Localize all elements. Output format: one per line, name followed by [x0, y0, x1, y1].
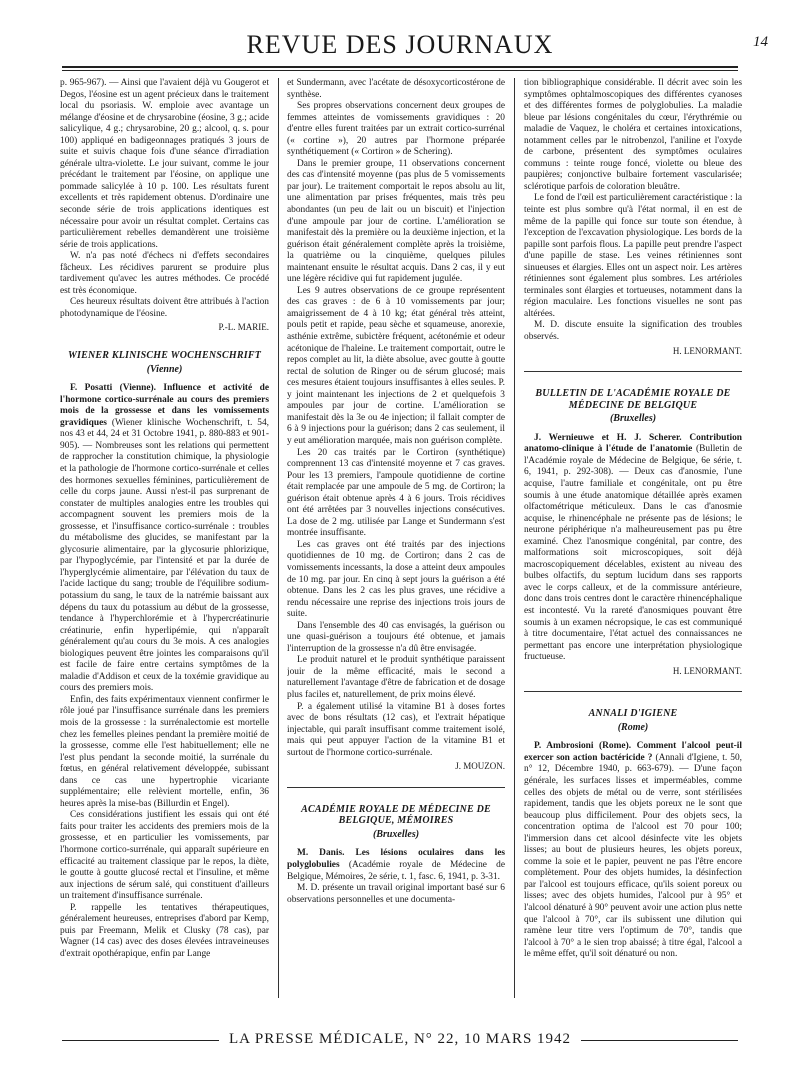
paragraph: M. D. discute ensuite la signification des troubles observés.: [524, 320, 742, 343]
column-2: [287, 78, 505, 1018]
section-journal-title: WIENER KLINISCHE WOCHENSCHRIFT: [67, 350, 262, 362]
section-journal-title: BULLETIN DE L'ACADÉMIE ROYALE DE MÉDECINE DE BELGIQUE: [535, 388, 731, 411]
column-1: [60, 78, 269, 1018]
paragraph: Les 9 autres observations de ce groupe représentent des cas graves : de 6 à 10 vomissements par jour; amaigrissement de 4 à 10 kg; état général très atteint, pouls petit et rapide, peau sèche et squameuse, anorexie, asthénie extrême, subictère fréquent, acétonémie et odeur acétonique de l'haleine. Le traitement comportait, outre le repos complet au lit, la diète absolue, avec goutte à goutte rectal de solution de Ringer ou de sérum glucosé; mais ces mesures étaient toujours insuffisantes à elles seules. P. y joint maintenant les injections de 2 et quelquefois 3 ampoules par jour de cortine. L'amélioration se manifestait dès la 3e ou 4e injection; il fallait compter de 6 à 9 injections pour la guérison; dans 2 cas seulement, il y eut amélioration marquée, mais non guérison complète.: [287, 285, 505, 446]
paragraph: Dans l'ensemble des 40 cas envisagés, la guérison ou une quasi-guérison a toujours été obtenue, et jamais l'interruption de la grossesse n'a dû être envisagée.: [287, 620, 505, 654]
paragraph: P. a également utilisé la vitamine B1 à doses fortes avec de bons résultats (12 cas), et l'extrait hépatique injectable, qui paraît insuffisant comme traitement isolé, mais qui peut appuyer l'action de la vitamine B1 et surtout de l'hormone cortico-surrénale.: [287, 701, 505, 758]
paragraph: Ces heureux résultats doivent être attribués à l'action photodynamique de l'éosine.: [60, 297, 269, 319]
paragraph: P. rappelle les tentatives thérapeutiques, généralement heureuses, entreprises d'abord par Kemp, puis par Freemann, Melik et Clusky (78 cas), par Wagner (14 cas) avec des doses élevées intraveineuses d'extrait opothérapique, enfin par Lange: [60, 902, 269, 959]
article-reference: (Bulletin de l'Académie royale de Médecine de Belgique, 6e série, t. 6, 1941, p. 292-308). — Deux cas d'anosmie, l'une acquise, l'autre familiale et congénitale, ont pu être soumis à une étude anatomique détaillée après examen olfactométrique méticuleux. Dans le cas d'anosmie acquise, le rhinencéphale ne présente pas de lésions; le neurone périphérique n'a malheureusement pas pu être examiné. Chez l'anosmique congénital, par contre, des malformations soit microscopiques, soit déjà macroscopiquement décelables, existent au niveau des bulbes olfactifs, du septum lucidum dans ses rapports avec le corps calleux, et de la commissure antérieure, donc dans trois centres dont le caractère rhinencéphalique est incontesté. Vu la rareté d'anosmiques pouvant être soumis à un examen nécropsique, le cas est communiqué à titre documentaire, l'état actuel des connaissances ne permettant pas encore une interprétation physiologique fructueuse.: [524, 444, 742, 663]
article-title: F. Posatti (Vienne). Influence et activité de l'hormone cortico-surrénale au cours des premiers mois de la grossesse et dans les vomissements gravidiques: [60, 383, 269, 428]
article-abstract: [60, 383, 269, 695]
footer-text: LA PRESSE MÉDICALE, N° 22, 10 MARS 1942: [219, 1031, 581, 1047]
paragraph: Les 20 cas traités par le Cortiron (synthétique) comprennent 13 cas d'intensité moyenne et 7 cas graves. Pour les 13 premiers, l'ampoule quotidienne de cortine était remplacée par une ampoule de 5 mg. de Cortiron; la guérison était obtenue après 4 à 6 jours. Trois récidives ont été arrêtées par 3 nouvelles injections consécutives. La dose de 2 mg. utilisée par Lange et Sundermann s'est montrée insuffisante.: [287, 447, 505, 539]
section-journal-city: (Bruxelles): [609, 413, 657, 425]
article-reference: (Académie royale de Médecine de Belgique, Mémoires, 2e série, t. 1, fasc. 6, 1941, p. 3-31.: [287, 860, 505, 882]
article-reference: (Annali d'Igiene, t. 50, n° 12, Décembre 1940, p. 663-679). — D'une façon générale, les surfaces lisses et imperméables, comme celles des objets de métal ou de verre, sont stérilisées rapidement, tandis que les objets poreux ne le sont que beaucoup plus difficilement. Pour des objets secs, la concentration optima de l'alcool est 70 pour 100; l'immersion dans cet alcool désinfecte vite les objets lisses; au bout de plusieurs heures, les objets poreux, comme la soie et le papier, peuvent ne pas l'être encore complètement. Pour des objets humides, la désinfection par l'alcool est toujours efficace, qu'ils soient poreux ou lisses; avec des objets humides, l'alcool pur à 95° et l'alcool dénaturé à 90° peuvent avoir une action plus nette que l'alcool à 70°, car ils subissent une dilution qui ramène leur titre vers l'optimum de 70°, tandis que l'alcool à 70° a le sien trop abaissé; à titre égal, l'alcool a le même effet, qu'il soit dénaturé ou non.: [524, 752, 742, 960]
article-title: J. Wernieuwe et H. J. Scherer. Contribution anatomo-clinique à l'étude de l'anatomie: [524, 432, 742, 455]
author-signature: J. MOUZON.: [455, 761, 505, 772]
paragraph: Ces considérations justifient les essais qui ont été faits pour traiter les accidents des premiers mois de la grossesse, et en particulier les vomissements, par l'hormone cortico-surrénale, qui apparaît supérieure en efficacité au traitement classique par le repos, la diète, le goutte à goutte glucosé rectal et l'insuline, et même aux injections de sérum salé, qui constituent d'ailleurs un traitement d'insuffisance surrénale.: [60, 810, 269, 902]
paragraph: et Sundermann, avec l'acétate de désoxycorticostérone de synthèse.: [287, 78, 505, 100]
page-number: 14: [753, 34, 768, 50]
article-title: P. Ambrosioni (Rome). Comment l'alcool peut-il exercer son action bactéricide ?: [524, 741, 742, 763]
header-rule: [62, 66, 738, 68]
paragraph: W. n'a pas noté d'échecs ni d'effets secondaires fâcheux. Les récidives parurent se produire plus tardivement qu'avec les autres méthodes. Ce procédé est très économique.: [60, 251, 269, 296]
article-abstract: [524, 741, 742, 960]
author-signature: H. LENORMANT.: [672, 665, 742, 676]
page-header: [62, 28, 768, 68]
article-reference: (Wiener klinische Wochenschrift, t. 54, nos 43 et 44, 24 et 31 Octobre 1941, p. 880-883 et 901-905). — Nombreuses sont les relations qui permettent de rapprocher la constitution chimique, la physiologie et la pathologie de l'hormone cortico-surrénale et celles des hormones sexuelles féminines, particulièrement de celle du corps jaune. Aussi n'est-il pas surprenant de constater de multiples analogies entre les troubles qui accompagnent souvent les premiers mois de la grossesse, et l'insuffisance cortico-surrénale : troubles du métabolisme des glucides, se manifestant par la glycosurie alimentaire, par la glycosurie phlorizique, par l'hypoglycémie, par l'intensité et par la durée de l'hyperglycémie alimentaire, par l'élévation du taux de l'acide lactique du sang; trouble de l'équilibre sodium-potassium du sang, le taux de la natrémie baissant aux dépens du taux du potassium au début de la grossesse, tendance à l'hyperchlorémie et à l'hypercréatinurie créatinurie, enfin hyperlipémie, qui n'apparaît généralement qu'au cours du 3e mois. A ces analogies biologiques peuvent être jointes les comparaisons qu'il est facile de faire entre certains symptômes de la maladie d'Addison et ceux de la toxémie gravidique au cours des premiers mois.: [60, 417, 269, 694]
paragraph: tion bibliographique considérable. Il décrit avec soin les symptômes ophtalmoscopiques des différentes cyanoses et des différentes formes de polyglobulies. La maladie bleue par lésions congénitales du cœur, l'érythrémie ou maladie de Vaquez, le choléra et certaines intoxications, notamment celles par le nitrobenzol, l'aniline et l'oxyde de carbone, présentent des symptômes oculaires communs : teinte rouge foncé, violette ou bleue des paupières; conjonctive bulbaire fortement vascularisée; sclérotique parfois de coloration bleuâtre.: [524, 78, 742, 192]
column-3: [524, 78, 742, 1018]
column-divider-1: [278, 78, 279, 998]
paragraph: p. 965-967). — Ainsi que l'avaient déjà vu Gougerot et Degos, l'éosine est un agent précieux dans le traitement local du psoriasis. W. emploie avec avantage un mélange d'éosine et de chrysarobine (éosine, 3 g.; acide salicylique, 4 g.; chrysarobine, 20 g.; alcool, q. s. pour 100) appliqué en badigeonnages pratiqués 3 jours de suite et suivis chaque fois d'une séance d'irradiation générale ultra-violette. Le jour suivant, comme le jour précédant le traitement par l'éosine, on applique une pommade salicylée à 10 p. 100. Les résultats furent excellents et très rapidement obtenus. D'ordinaire une seconde série de trois applications identiques est nécessaire pour avoir un résultat complet. Certains cas particulièrement rebelles demandèrent une troisième série de trois applications.: [60, 78, 269, 250]
paragraph: M. D. présente un travail original important basé sur 6 observations personnelles et une documenta-: [287, 883, 505, 905]
journal-title: REVUE DES JOURNAUX: [246, 30, 554, 59]
paragraph: Enfin, des faits expérimentaux viennent confirmer le rôle joué par l'insuffisance surrénale dans les premiers mois de la grossesse : la surrénalectomie est mortelle chez les femelles pleines pendant la première moitié de la grossesse, comme elle l'est habituellement; elle ne l'est plus pendant la seconde moitié, la surrénale du fœtus, en général relativement développée, subissant dans ce cas une hypertrophie vicariante supplémentaire; elle relèvient mortelle, enfin, 36 heures après la mise-bas (Billurdin et Engel).: [60, 694, 269, 809]
article-title: M. Danis. Les lésions oculaires dans les polyglobulies: [287, 848, 505, 870]
author-signature: H. LENORMANT.: [672, 345, 742, 356]
paragraph: Ses propres observations concernent deux groupes de femmes atteintes de vomissements gravidiques : 20 d'entre elles furent traitées par un extrait cortico-surrénal (« cortine »), 20 autres par l'hormone préparée synthétiquement (« Cortiron » de Schering).: [287, 101, 505, 158]
section-journal-title: ACADÉMIE ROYALE DE MÉDECINE DE BELGIQUE, MÉMOIRES: [301, 803, 491, 827]
section-divider: [524, 691, 742, 692]
paragraph: Les cas graves ont été traités par des injections quotidiennes de 10 mg. de Cortiron; dans 2 cas de vomissements incessants, la dose a atteint deux ampoules de 10 mg. par jour. En cinq à sept jours la guérison a été obtenue. Dans les 2 cas les plus graves, une récidive a rendu nécessaire une reprise des injections trois jours de suite.: [287, 539, 505, 620]
article-abstract: [524, 433, 742, 664]
header-rule-thin: [62, 70, 738, 71]
paragraph: Le produit naturel et le produit synthétique paraissent jouir de la même efficacité, mais le second a naturellement l'avantage d'être de fabrication et de dosage plus faciles et, naturellement, de prix moins élevé.: [287, 655, 505, 700]
section-journal-city: (Rome): [617, 721, 649, 733]
author-signature: P.-L. MARIE.: [218, 322, 269, 333]
section-journal-title: ANNALI D'IGIENE: [588, 708, 678, 720]
column-divider-2: [514, 78, 515, 998]
article-abstract: [287, 848, 505, 883]
section-divider: [524, 371, 742, 372]
section-journal-city: (Bruxelles): [372, 828, 420, 840]
page-footer: [62, 1030, 738, 1054]
section-journal-city: (Vienne): [146, 363, 183, 375]
paragraph: Le fond de l'œil est particulièrement caractéristique : la teinte est plus sombre qu'à l'état normal, il en est de même de la papille qui fonce sur toute son étendue, à l'exception de l'excavation physiologique. Les bords de la papille sont parfois flous. La papille peut prendre l'aspect d'une papille de stase. Les veines rétiniennes sont sinueuses et élargies. Elles ont un aspect noir. Les artères rétiniennes sont également plus sombres. Les artérioles terminales sont élargies et tortueuses, notamment dans la région maculaire. Les fonctions visuelles ne sont pas altérées.: [524, 193, 742, 319]
section-divider: [287, 787, 505, 788]
paragraph: Dans le premier groupe, 11 observations concernent des cas d'intensité moyenne (pas plus de 5 vomissements par jour). Le traitement comportait le repos absolu au lit, une alimentation par prises fréquentes, mais très peu abondantes (un peu de lait ou un biscuit) et l'injection d'une ampoule par jour de cortine. L'amélioration se manifestait dès la première ou la deuxième injection, et la guérison était généralement complète après la troisième, la quatrième ou la cinquième, quelques pilules maintenant ensuite le résultat acquis. Dans 2 cas, il y eut une légère récidive qui fut rapidement jugulée.: [287, 158, 505, 285]
